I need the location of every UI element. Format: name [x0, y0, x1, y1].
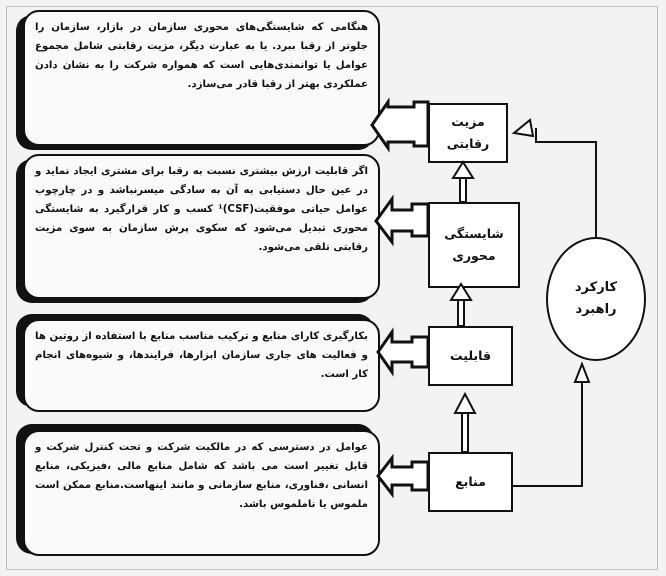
up-arrow-capability-to-core-icon	[451, 284, 471, 326]
connector-strategy-to-advantage	[536, 128, 596, 237]
left-arrow-2-icon	[376, 199, 428, 242]
description-capability: بکارگیری کارای منابع و ترکیب مناسب منابع با استفاده از روتین ها و فعالیت های جاری سازمان ابزارها، فرایندها، و شیوه‌های انجام کار است.	[23, 319, 380, 412]
arrowhead-to-advantage-icon	[514, 120, 533, 136]
description-competitive-advantage: هنگامی که شایستگی‌های محوری سازمان در بازار، سازمان را جلوتر از رقبا ببرد. یا به عبارت دیگر، مزیت رقابتی شامل مجموع عوامل یا توانمندی‌هایی است که همواره شرکت را به نشان دادن عملکردی بهتر از رقبا قادر می‌سازد.	[23, 10, 380, 146]
node-resources-label: منابع	[455, 474, 486, 489]
node-core-competency-label: شایستگی محوری	[444, 226, 504, 263]
node-competitive-advantage-label: مزیت رقابتی	[446, 114, 490, 151]
up-arrow-core-to-advantage-icon	[453, 162, 473, 202]
description-resources: عوامل در دسترسی که در مالکیت شرکت و تحت کنترل شرکت و قابل تغییر است می باشد که شامل منابع مالی ،فیزیکی، منابع انسانی ،فناوری، منابع سازمانی و مانند اینهاست.منابع ممکن است ملموس یا ناملموس باشد.	[23, 430, 380, 556]
up-arrow-resources-to-capability-icon	[455, 394, 475, 452]
left-arrow-1-icon	[372, 102, 428, 148]
left-arrow-4-icon	[378, 458, 428, 494]
left-arrow-3-icon	[378, 332, 428, 372]
description-core-competency: اگر قابلیت ارزش بیشتری نسبت به رقبا برای مشتری ایجاد نماید و در عین حال دستیابی به آن به سادگی میسرنباشد و در چارچوب عوامل حیاتی موفقیت(CSF)¹ کسب و کار قرارگیرد به شایستگی محوری تبدیل می‌شود که سکوی پرش سازمان به سوی مزیت رقابتی تلقی می‌شود.	[23, 154, 380, 299]
node-capability-label: قابلیت	[450, 348, 492, 363]
connector-resources-to-strategy	[513, 380, 582, 486]
arrowhead-to-strategy-icon	[575, 364, 589, 382]
node-strategic-function-label: کارکرد راهبرد	[574, 280, 618, 317]
